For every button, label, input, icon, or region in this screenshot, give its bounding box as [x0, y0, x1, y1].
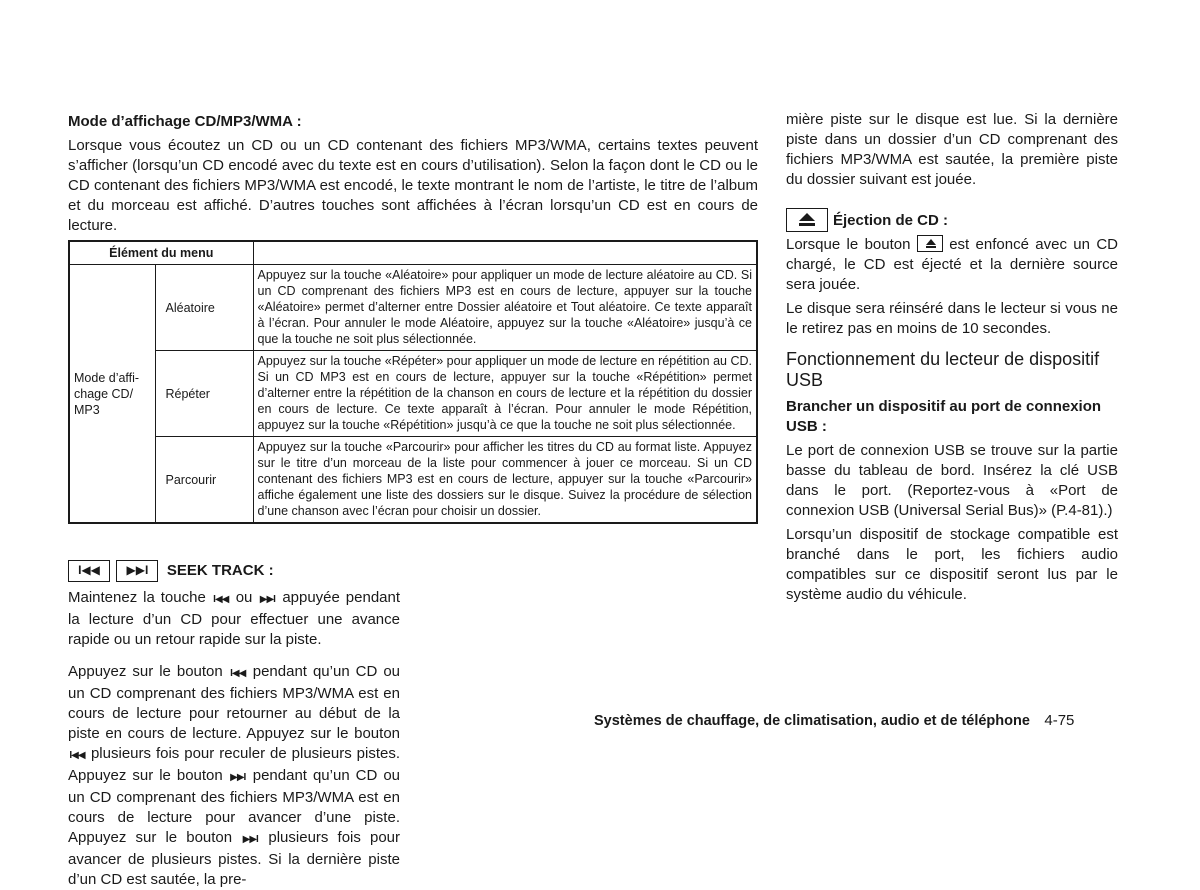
- seek-p1-a: Maintenez la touche: [68, 589, 206, 606]
- seek-heading-row: [68, 560, 274, 584]
- eject-body: [786, 235, 1118, 605]
- table-row: [69, 351, 757, 437]
- menu-table: [68, 240, 758, 524]
- eject-icon: [786, 208, 828, 232]
- seek-p2-a: Appuyez sur le bouton: [68, 663, 223, 680]
- prev-track-icon: I◀◀: [69, 750, 85, 761]
- mode-heading: Mode d’affichage CD/MP3/WMA :: [68, 113, 302, 130]
- footer-title: Systèmes de chauffage, de climatisation, audio et de téléphone: [594, 713, 1030, 729]
- seek-p1-or: ou: [235, 589, 253, 606]
- usb-para-2: Lorsqu’un dispositif de stockage compatible est branché dans le port, les fichiers audio compatibles sur ce dispositif seront lus par le système audio du véhicule.: [786, 526, 1118, 603]
- eject-heading: Éjection de CD :: [833, 212, 949, 229]
- mode-intro: Lorsque vous écoutez un CD ou un CD contenant des fichiers MP3/WMA, certains textes peuvent s’afficher (lorsqu’un CD encodé avec du texte est en cours d’utilisation). Selon la façon dont le CD ou le CD contenant des fichiers MP3/WMA est encodé, le texte montrant le nom de l’artiste, le titre de l’album et du morceau est affiché. D’autres touches sont affichées à l’écran lorsqu’un CD est en cours de lecture.: [68, 137, 758, 234]
- eject-p1-b: est enfoncé avec un CD chargé, le CD est éjecté et la dernière source sera jouée.: [786, 236, 1119, 293]
- prev-track-icon: I◀◀: [230, 668, 246, 679]
- seek-prev-icon: I◀◀: [68, 560, 110, 582]
- seek-col-1: [68, 588, 400, 890]
- next-track-icon: ▶▶I: [259, 594, 275, 605]
- seek-heading: SEEK TRACK :: [166, 562, 274, 579]
- table-header-row: [69, 241, 757, 265]
- usb-heading: Brancher un dispositif au port de connexion USB :: [786, 398, 1102, 435]
- usb-para-1: Le port de connexion USB se trouve sur la partie basse du tableau de bord. Insérez la clé USB dans le port. (Reportez-vous à «Port de connexion USB (Universal Serial Bus)» (P.4-81).): [786, 442, 1118, 519]
- eject-para-1: [786, 235, 1118, 295]
- seek-p2-e: plusieurs fois pour avancer de plusieurs pistes. Si la dernière piste d’un CD est sautée, la pre-: [68, 829, 401, 888]
- right-column: [786, 110, 1118, 190]
- seek-p2-b: pendant qu’un CD ou un CD comprenant des fichiers MP3/WMA est en cours de lecture pour retourner au début de la piste en cours de lecture. Appuyez sur le bouton: [68, 663, 400, 742]
- table-desc: Appuyez sur la touche «Aléatoire» pour appliquer un mode de lecture aléatoire au CD. Si un CD comprenant des fichiers MP3 est en cours de lecture, appuyer sur la touche «Aléatoire» permet d’alterner entre Dossier aléatoire et Tout aléatoire. Ce texte apparaît à l’écran. Pour annuler le mode Aléatoire, appuyez sur la touche «Aléatoire» jusqu’à ce que la touche ne soit plus sélectionnée.: [253, 265, 757, 351]
- seek-p2-c: plusieurs fois pour reculer de plusieurs pistes. Appuyez sur le bouton: [68, 745, 400, 784]
- seek-next-icon: ▶▶I: [116, 560, 158, 582]
- next-track-icon: ▶▶I: [242, 834, 258, 845]
- eject-p1-a: Lorsque le bouton: [786, 236, 911, 253]
- table-row: [69, 437, 757, 524]
- table-group-label: Mode d’affi- chage CD/ MP3: [69, 265, 155, 524]
- table-desc: Appuyez sur la touche «Parcourir» pour afficher les titres du CD au format liste. Appuyez sur le titre d’un morceau de la liste pour commencer à jouer ce morceau. Si un CD contenant des fichiers MP3 est en cours de lecture, appuyer sur la touche «Parcourir» affiche également une liste des dossiers sur le disque. Suivez la procédure de sélection d’une chanson avec l’écran pour choisir un dossier.: [253, 437, 757, 524]
- seek-p2-d: pendant qu’un CD ou un CD comprenant des fichiers MP3/WMA est en cours de lecture pour avancer d’une piste. Appuyez sur le bouton: [68, 767, 400, 846]
- table-item: Parcourir: [155, 437, 253, 524]
- table-item: Répéter: [155, 351, 253, 437]
- eject-button-icon: [917, 235, 943, 252]
- prev-track-icon: I◀◀: [213, 594, 229, 605]
- seek-p1-b: appuyée pendant la lecture d’un CD pour effectuer une avance rapide ou un retour rapide sur la piste.: [68, 589, 401, 648]
- table-desc: Appuyez sur la touche «Répéter» pour appliquer un mode de lecture en répétition au CD. Si un CD MP3 est en cours de lecture, appuyer sur la touche «Répétition» permet d’alterner entre la répétition de la chanson en cours de lecture et la répétition du dossier en cours de lecture. Ce texte apparaît à l’écran. Pour annuler le mode Répétition, appuyez sur la touche «Répétition» jusqu’à ce que la touche ne soit plus sélectionnée.: [253, 351, 757, 437]
- table-header: Élément du menu: [69, 241, 253, 265]
- table-row: [69, 265, 757, 351]
- table-item: Aléatoire: [155, 265, 253, 351]
- table-header-empty: [253, 241, 757, 265]
- footer: [594, 712, 1074, 730]
- seek-para-1: [68, 588, 400, 650]
- page-number: 4-75: [1044, 712, 1075, 729]
- next-track-icon: ▶▶I: [230, 772, 246, 783]
- seek-para-2: [68, 662, 400, 890]
- usb-section-title: Fonctionnement du lecteur de dispositif USB: [786, 349, 1100, 390]
- right-continuation: mière piste sur le disque est lue. Si la dernière piste dans un dossier d’un CD comprenant des fichiers MP3/WMA est sautée, la première piste du dossier suivant est jouée.: [786, 111, 1118, 188]
- eject-para-2: Le disque sera réinséré dans le lecteur si vous ne le retirez pas en moins de 10 secondes.: [786, 300, 1118, 337]
